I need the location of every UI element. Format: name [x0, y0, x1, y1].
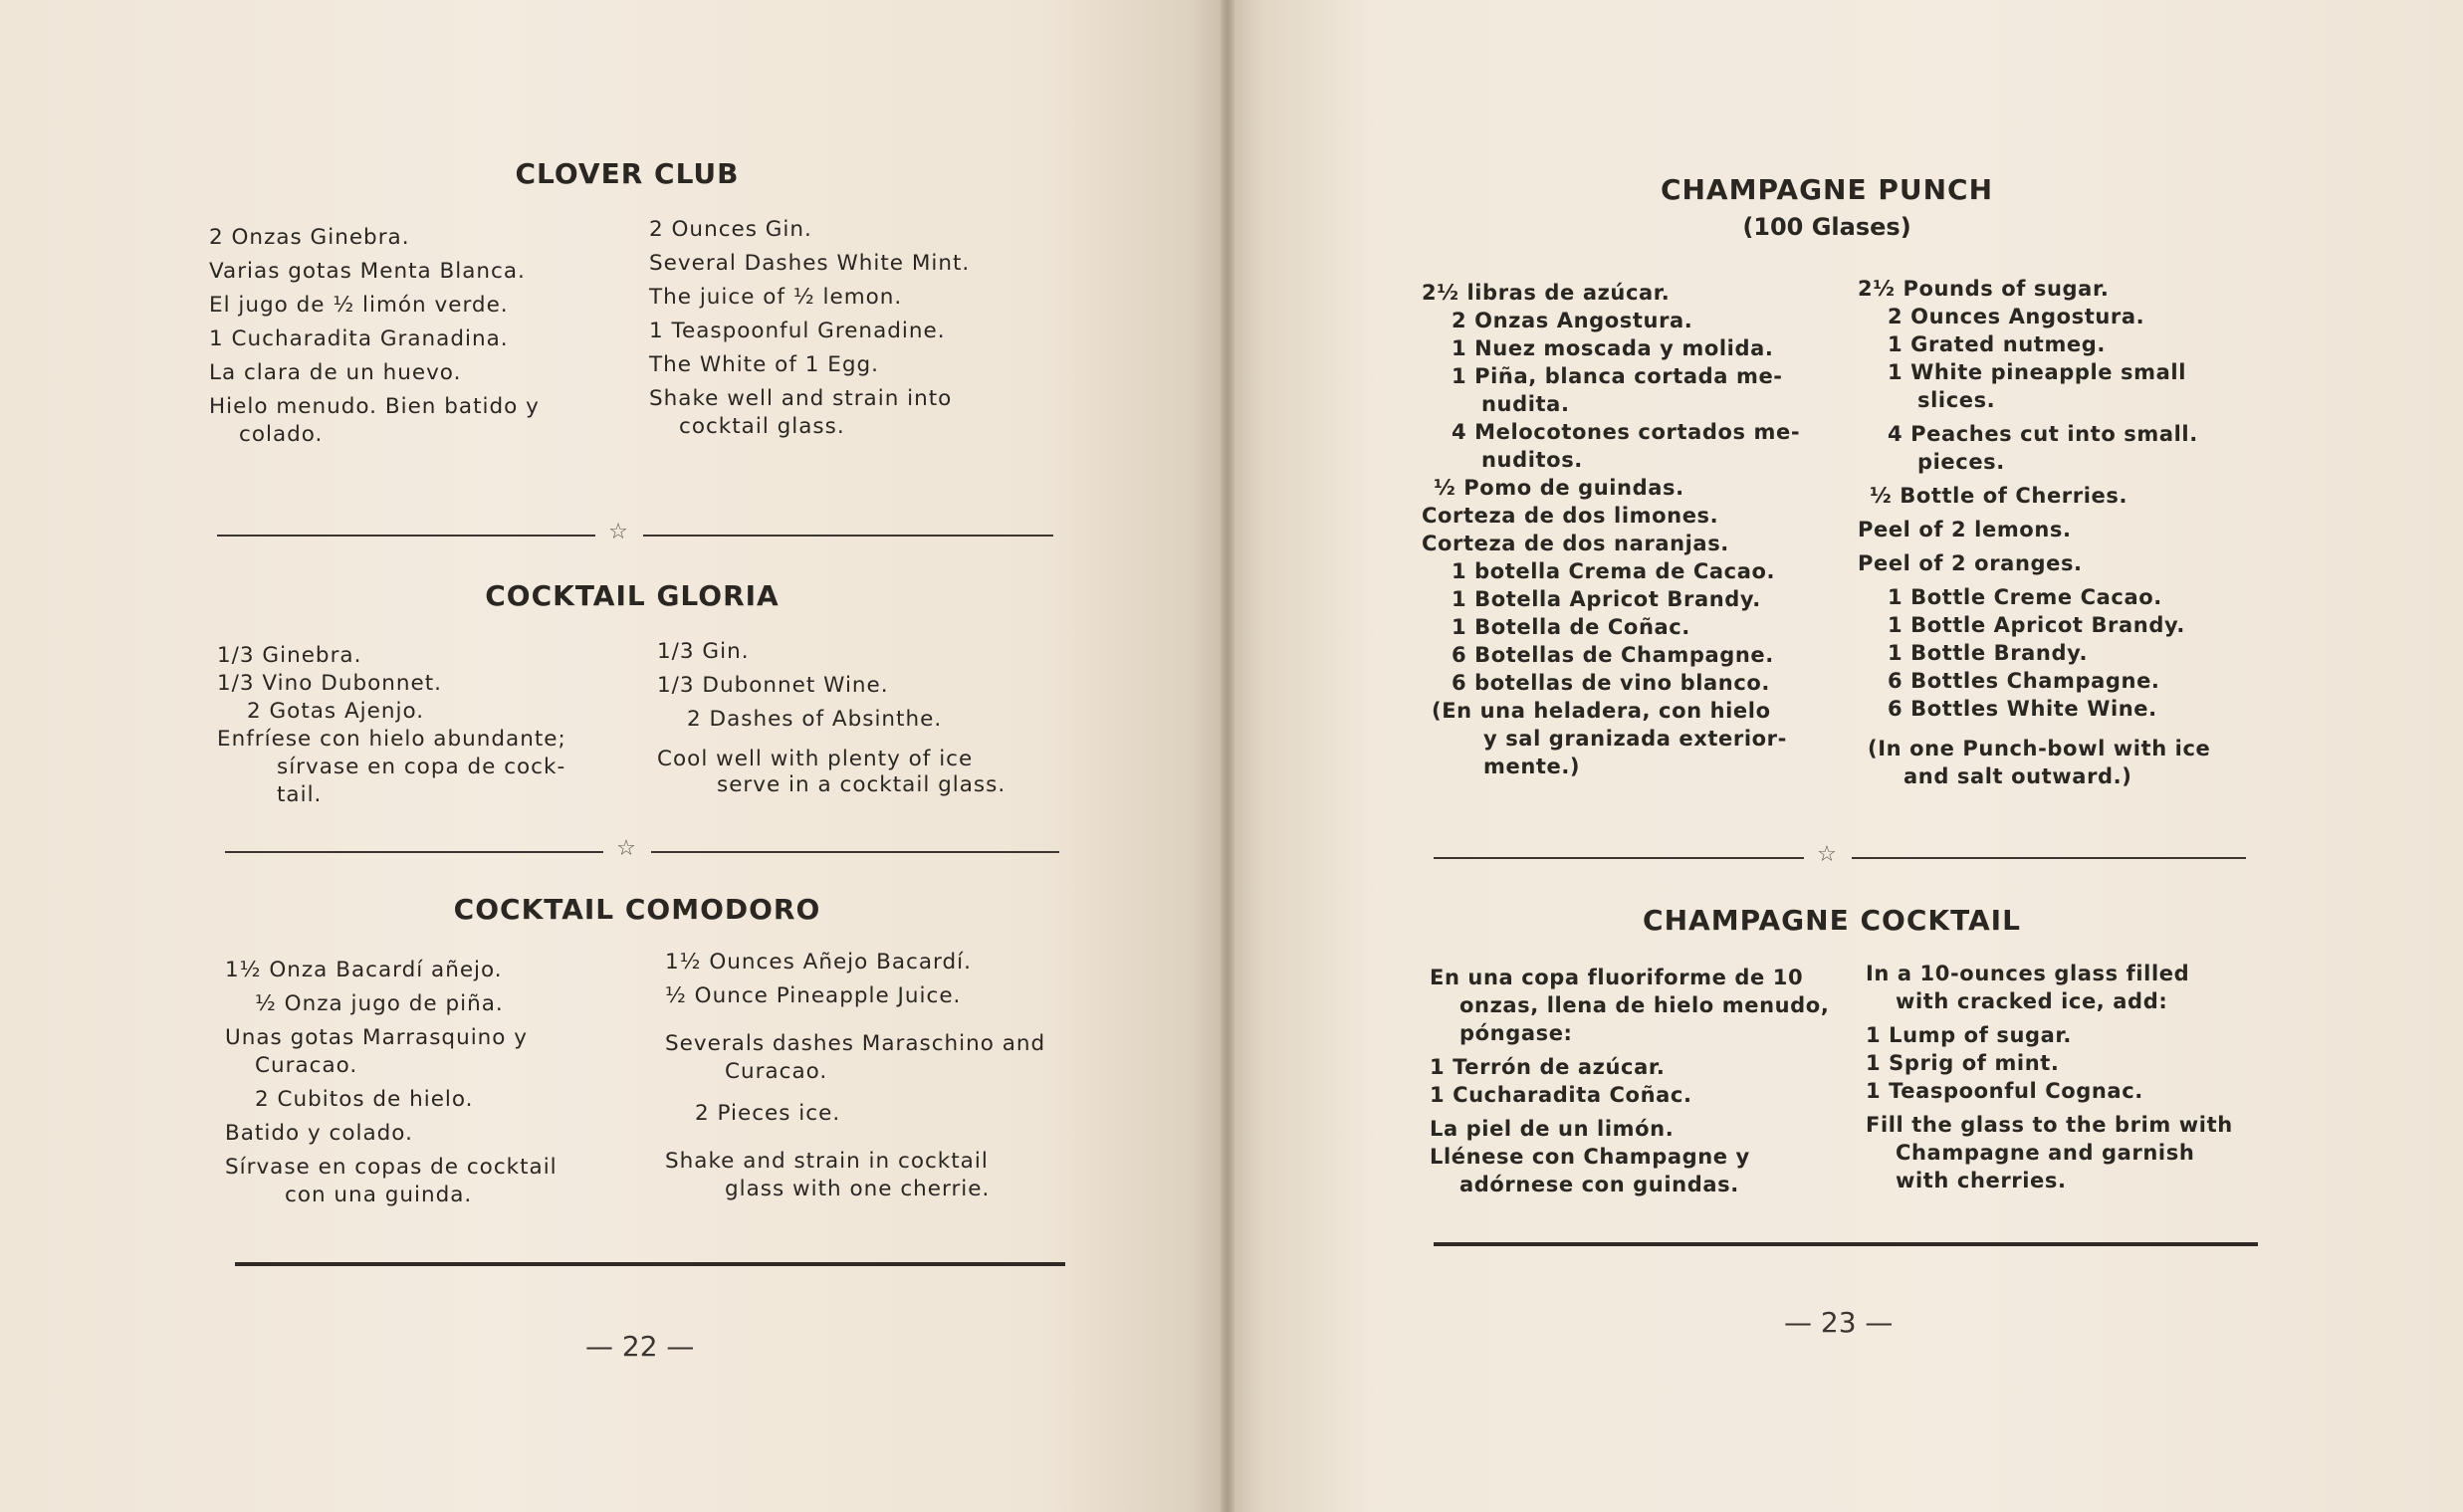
instruction-line: sírvase en copa de cock- [277, 755, 566, 779]
ingredient-line: Peel of 2 oranges. [1858, 551, 2083, 575]
ingredient-line: La clara de un huevo. [209, 360, 462, 385]
ingredient-line: 2 Onzas Ginebra. [209, 225, 410, 250]
ingredient-line: 1 Cucharadita Granadina. [209, 326, 509, 351]
ingredient-line: 6 Bottles White Wine. [1888, 697, 2157, 721]
instruction-line: (In one Punch-bowl with ice [1868, 737, 2211, 760]
instruction-line: Llénese con Champagne y [1430, 1145, 1750, 1169]
ingredient-line: 1 Bottle Apricot Brandy. [1888, 613, 2185, 637]
ingredient-line: The juice of ½ lemon. [649, 285, 903, 310]
star-icon: ☆ [608, 520, 628, 544]
champagne-punch-spanish [1422, 279, 1800, 780]
ingredient-line: 2 Gotas Ajenjo. [247, 699, 425, 724]
ingredient-line: 1 Botella de Coñac. [1452, 615, 1690, 639]
ingredient-line: ½ Ounce Pineapple Juice. [665, 983, 962, 1008]
page-number-22: — 22 — [585, 1330, 695, 1363]
ingredient-line: 1 Terrón de azúcar. [1430, 1055, 1666, 1079]
instruction-line: glass with one cherrie. [725, 1177, 991, 1201]
instruction-line: con una guinda. [285, 1183, 473, 1207]
ingredient-line: 2 Ounces Gin. [649, 217, 812, 242]
ingredient-line: 6 botellas de vino blanco. [1452, 671, 1771, 695]
cocktail-comodoro-spanish [225, 954, 558, 1212]
ingredient-line: ½ Bottle of Cherries. [1870, 484, 2128, 508]
ingredient-line: 2 Pieces ice. [695, 1101, 841, 1126]
ingredient-line: 1½ Ounces Añejo Bacardí. [665, 950, 972, 974]
recipe-title-cocktail-gloria: COCKTAIL GLORIA [485, 579, 780, 612]
left-page [0, 0, 1227, 1512]
ingredient-line: Curacao. [725, 1059, 828, 1084]
ingredient-line: 1/3 Vino Dubonnet. [217, 671, 442, 696]
instruction-line: adórnese con guindas. [1459, 1173, 1739, 1196]
instruction-line: Hielo menudo. Bien batido y [209, 394, 540, 419]
ingredient-line: Varias gotas Menta Blanca. [209, 259, 526, 284]
ingredient-line: 2 Cubitos de hielo. [255, 1087, 474, 1112]
instruction-line: Cool well with plenty of ice [657, 747, 974, 771]
ingredient-line: 6 Botellas de Champagne. [1452, 643, 1774, 667]
cocktail-gloria-english [657, 635, 1006, 802]
ingredient-line: 1½ Onza Bacardí añejo. [225, 958, 503, 982]
ingredient-line: 1/3 Ginebra. [217, 643, 362, 668]
page-end-rule [1434, 1242, 2258, 1246]
instruction-line: with cherries. [1896, 1169, 2067, 1192]
ingredient-line: 1 Teaspoonful Cognac. [1866, 1079, 2143, 1103]
ingredient-line: 2½ libras de azúcar. [1422, 281, 1671, 305]
instruction-line: Batido y colado. [225, 1121, 413, 1146]
instruction-line: mente.) [1483, 755, 1581, 778]
champagne-punch-english [1858, 275, 2210, 790]
ingredient-line: 6 Bottles Champagne. [1888, 669, 2160, 693]
ingredient-line: 1 Bottle Brandy. [1888, 641, 2089, 665]
instruction-line: Sírvase en copas de cocktail [225, 1155, 558, 1180]
ingredient-line: 2 Ounces Angostura. [1888, 305, 2145, 328]
clover-club-english [649, 213, 970, 444]
instruction-line: (En una heladera, con hielo [1432, 699, 1771, 723]
ingredient-line: 2½ Pounds of sugar. [1858, 277, 2110, 301]
ingredient-line: Several Dashes White Mint. [649, 251, 971, 276]
ingredient-line: 1 Bottle Creme Cacao. [1888, 585, 2162, 609]
instruction-line: with cracked ice, add: [1896, 989, 2168, 1013]
ingredient-line: 1 Teaspoonful Grenadine. [649, 319, 946, 343]
ingredient-line: 1 Grated nutmeg. [1888, 332, 2106, 356]
champagne-cocktail-english [1866, 960, 2233, 1194]
ingredient-line: 1 Nuez moscada y molida. [1452, 336, 1774, 360]
instruction-line: and salt outward.) [1903, 764, 2132, 788]
recipe-title-cocktail-comodoro: COCKTAIL COMODORO [453, 893, 821, 926]
ingredient-line: Curacao. [255, 1053, 358, 1078]
recipe-title-clover-club: CLOVER CLUB [515, 157, 740, 190]
champagne-cocktail-spanish [1430, 964, 1829, 1198]
ingredient-line: 1 Lump of sugar. [1866, 1023, 2072, 1047]
instruction-line: serve in a cocktail glass. [717, 772, 1007, 797]
section-divider [1434, 842, 2246, 874]
instruction-line: Enfríese con hielo abundante; [217, 727, 566, 752]
ingredient-line: Peel of 2 lemons. [1858, 518, 2072, 541]
ingredient-line: 1 Cucharadita Coñac. [1430, 1083, 1692, 1107]
ingredient-line: 4 Peaches cut into small. [1888, 422, 2198, 446]
ingredient-line: Corteza de dos limones. [1422, 504, 1719, 528]
instruction-line: y sal granizada exterior- [1483, 727, 1787, 751]
instruction-line: onzas, llena de hielo menudo, [1459, 993, 1830, 1017]
section-divider [217, 520, 1053, 551]
ingredient-line: El jugo de ½ limón verde. [209, 293, 509, 318]
recipe-title-champagne-punch: CHAMPAGNE PUNCH [1660, 173, 1994, 206]
ingredient-line: 2 Dashes of Absinthe. [687, 707, 943, 732]
ingredient-line: pieces. [1917, 450, 2005, 474]
instruction-line: cocktail glass. [679, 414, 845, 439]
page-number-23: — 23 — [1784, 1306, 1894, 1339]
cocktail-gloria-spanish [217, 642, 566, 809]
ingredient-line: 1 Piña, blanca cortada me- [1452, 364, 1783, 388]
clover-club-spanish [209, 221, 540, 452]
cocktail-comodoro-english [665, 946, 1045, 1206]
ingredient-line: Corteza de dos naranjas. [1422, 532, 1729, 555]
instruction-line: En una copa fluoriforme de 10 [1430, 966, 1804, 989]
ingredient-line: Unas gotas Marrasquino y [225, 1025, 529, 1050]
instruction-line: Champagne and garnish [1896, 1141, 2195, 1165]
ingredient-line: 4 Melocotones cortados me- [1452, 420, 1801, 444]
instruction-line: Shake well and strain into [649, 386, 953, 411]
ingredient-line: La piel de un limón. [1430, 1117, 1675, 1141]
instruction-line: póngase: [1459, 1021, 1573, 1045]
ingredient-line: 1/3 Dubonnet Wine. [657, 673, 889, 698]
ingredient-line: 1/3 Gin. [657, 639, 750, 664]
ingredient-line: ½ Onza jugo de piña. [255, 991, 504, 1016]
ingredient-line: 1 Sprig of mint. [1866, 1051, 2060, 1075]
star-icon: ☆ [1817, 842, 1837, 867]
instruction-line: tail. [277, 782, 323, 807]
instruction-line: Shake and strain in cocktail [665, 1149, 989, 1174]
instruction-line: Fill the glass to the brim with [1866, 1113, 2233, 1137]
ingredient-line: nudita. [1481, 392, 1570, 416]
ingredient-line: ½ Pomo de guindas. [1434, 476, 1684, 500]
instruction-line: In a 10-ounces glass filled [1866, 962, 2190, 985]
ingredient-line: Severals dashes Maraschino and [665, 1031, 1046, 1056]
ingredient-line: 2 Onzas Angostura. [1452, 309, 1693, 332]
section-divider [225, 836, 1059, 868]
ingredient-line: nuditos. [1481, 448, 1583, 472]
instruction-line: colado. [239, 422, 324, 447]
ingredient-line: slices. [1917, 388, 1996, 412]
page-end-rule [235, 1262, 1065, 1266]
star-icon: ☆ [616, 836, 636, 861]
ingredient-line: 1 Botella Apricot Brandy. [1452, 587, 1761, 611]
ingredient-line: 1 botella Crema de Cacao. [1452, 559, 1776, 583]
book-gutter [1221, 0, 1234, 1512]
recipe-title-champagne-cocktail: CHAMPAGNE COCKTAIL [1643, 904, 2021, 937]
ingredient-line: The White of 1 Egg. [649, 352, 879, 377]
recipe-subtitle: (100 Glases) [1742, 213, 1911, 241]
ingredient-line: 1 White pineapple small [1888, 360, 2186, 384]
